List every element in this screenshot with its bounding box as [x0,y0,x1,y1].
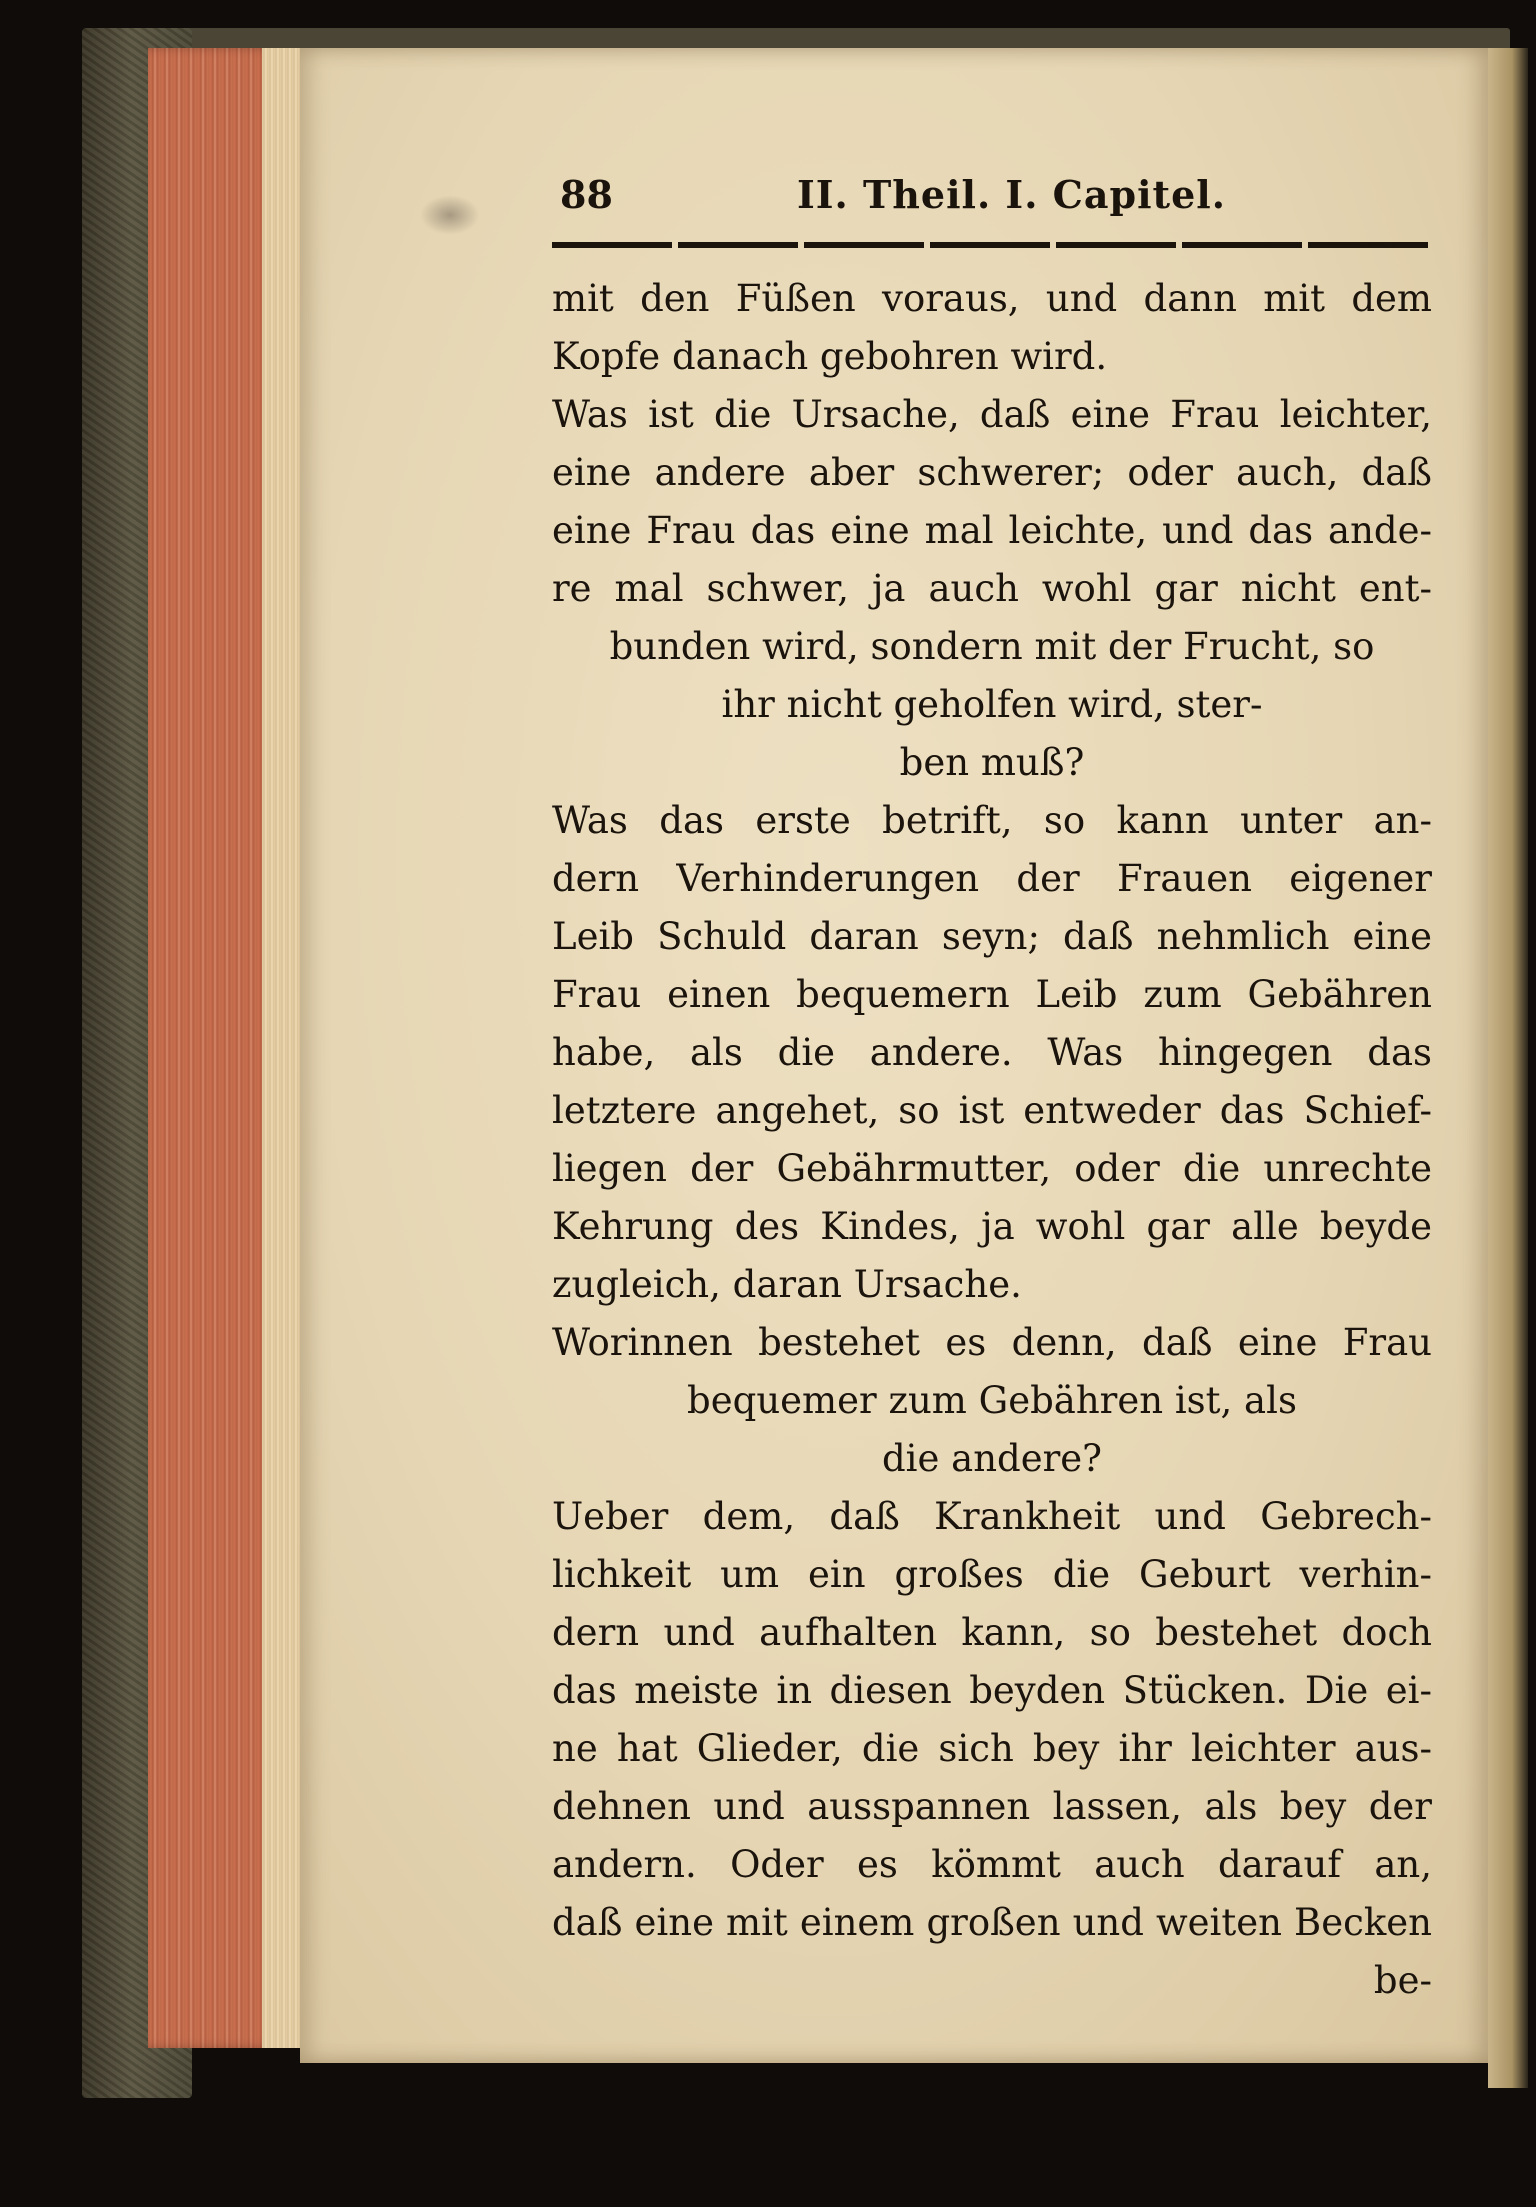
text-line: eine andere aber schwerer; oder auch, daß [552,451,1432,494]
text-line: Ueber dem, daß Krankheit und Gebrech- [552,1495,1432,1538]
text-line: Was ist die Ursache, daß eine Frau leichter, [552,393,1432,436]
text-block [552,162,1432,2010]
text-line: ne hat Glieder, die sich bey ihr leichter aus- [552,1727,1432,1770]
header-rule [552,242,1432,248]
text-line: Worinnen bestehet es denn, daß eine Frau [552,1321,1432,1364]
text-line: bunden wird, sondern mit der Frucht, so [609,625,1375,668]
text-line: letztere angehet, so ist entweder das Schief- [552,1089,1432,1132]
text-line: das meiste in diesen beyden Stücken. Die ei- [552,1669,1432,1712]
text-line: bequemer zum Gebähren ist, als [687,1379,1297,1422]
text-line: ben muß? [899,741,1085,784]
text-line: Frau einen bequemern Leib zum Gebähren [552,973,1432,1016]
text-line: ihr nicht geholfen wird, ster- [721,683,1263,726]
text-line: eine Frau das eine mal leichte, und das ande- [552,509,1432,552]
text-line: Kopfe danach gebohren wird. [552,335,1108,378]
text-line: lichkeit um ein großes die Geburt verhin- [552,1553,1432,1596]
text-line: dehnen und ausspannen lassen, als bey der [552,1785,1432,1828]
text-line: zugleich, daran Ursache. [552,1263,1022,1306]
text-line: liegen der Gebährmutter, oder die unrechte [552,1147,1432,1190]
page-number: 88 [560,172,613,217]
body-text [552,270,1432,2010]
running-head: II. Theil. I. Capitel. [797,172,1226,217]
page-header [552,162,1432,224]
text-line: mit den Füßen voraus, und dann mit dem [552,277,1432,320]
text-line: be- [1373,1959,1432,2002]
text-line: habe, als die andere. Was hingegen das [552,1031,1432,1074]
text-line: andern. Oder es kömmt auch darauf an, [552,1843,1432,1886]
text-line: Leib Schuld daran seyn; daß nehmlich eine [552,915,1432,958]
text-line: Kehrung des Kindes, ja wohl gar alle beyde [552,1205,1432,1248]
right-page-edge [1488,48,1528,2088]
text-line: Was das erste betrift, so kann unter an- [552,799,1432,842]
text-line: die andere? [881,1437,1103,1480]
text-line: dern und aufhalten kann, so bestehet doch [552,1611,1432,1654]
text-line: dern Verhinderungen der Frauen eigener [552,857,1432,900]
text-line: re mal schwer, ja auch wohl gar nicht ent- [552,567,1432,610]
ink-stain [420,195,480,235]
text-line: daß eine mit einem großen und weiten Becken [552,1901,1432,1944]
